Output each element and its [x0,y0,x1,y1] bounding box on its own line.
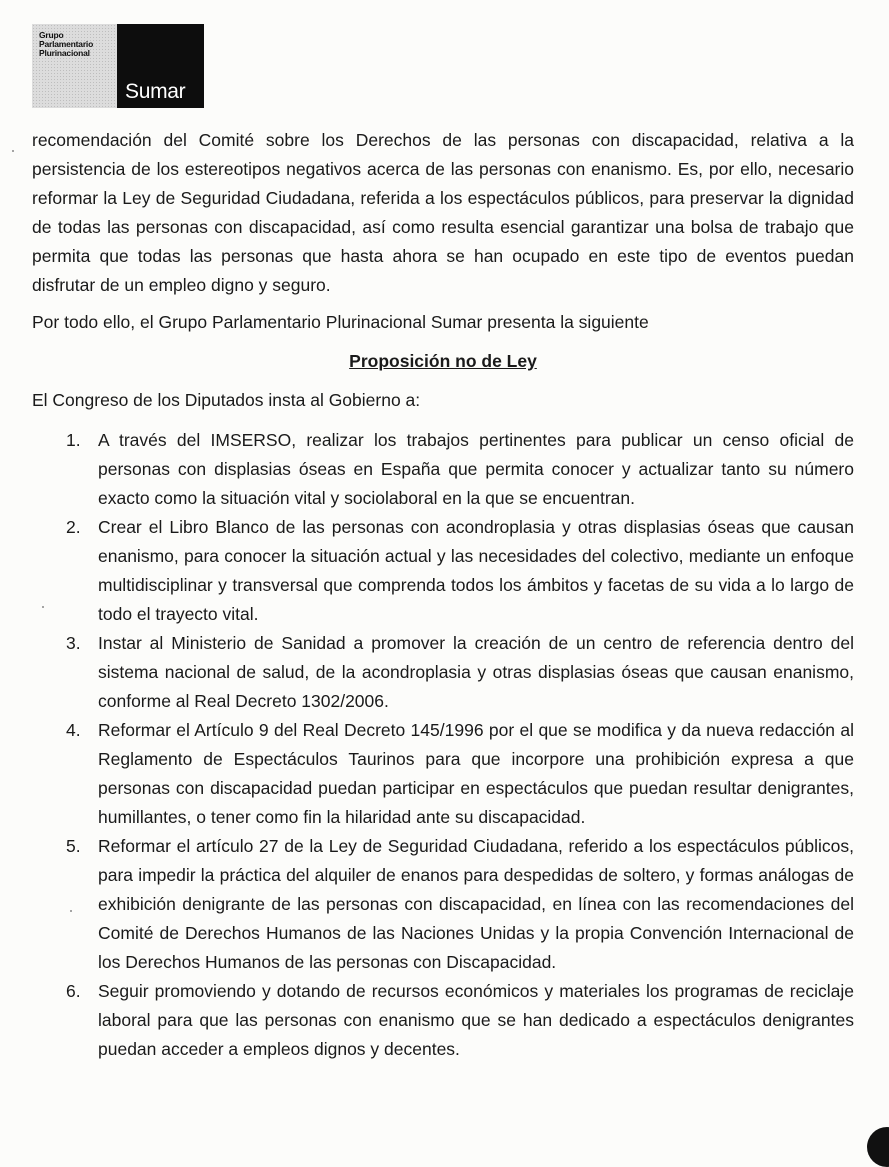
list-item [32,426,854,513]
intro-text: El Congreso de los Diputados insta al Gobierno a: [32,390,421,410]
sumar-logo [32,24,204,108]
list-item-text: A través del IMSERSO, realizar los trabajos pertinentes para publicar un censo oficial de personas con displasias óseas en España que permita conocer y actualizar tanto su número exacto como la situación vital y sociolaboral en la que se encuentran. [98,430,854,508]
list-item-number: 6. [66,981,81,1001]
logo-brand-panel [117,24,204,108]
list-item [32,716,854,832]
list-item-number: 5. [66,836,81,856]
list-item-number: 1. [66,430,81,450]
scan-speck [42,606,44,608]
paragraph-recommendation: recomendación del Comité sobre los Derechos de las personas con discapacidad, relativa a la persistencia de los estereotipos negativos acerca de las personas con enanismo. Es, por ello, necesario reformar la Ley de Seguridad Ciudadana, referida a los espectáculos públicos, para preservar la dignidad de todas las personas con discapacidad, así como resulta esencial garantizar una bolsa de trabajo que permita que todas las personas que hasta ahora se han ocupado en este tipo de eventos puedan disfrutar de un empleo digno y seguro. [32,130,854,295]
logo-brand-name: Sumar [125,80,186,103]
section-heading: Proposición no de Ley [349,351,537,371]
list-item [32,977,854,1064]
list-item [32,629,854,716]
list-item-number: 3. [66,633,81,653]
logo-line-3: Plurinacional [39,48,90,58]
list-item-text: Reformar el artículo 27 de la Ley de Seguridad Ciudadana, referido a los espectáculos públicos, para impedir la práctica del alquiler de enanos para despedidas de soltero, y formas análogas de exhibición denigrante de las personas con discapacidad, en línea con las recomendaciones del Comité de Derechos Humanos de las Naciones Unidas y la propia Convención Internacional de los Derechos Humanos de las personas con Discapacidad. [98,836,854,972]
proposal-list [32,426,854,1064]
scan-speck [12,150,14,152]
list-item [32,832,854,977]
paragraph-presentation: Por todo ello, el Grupo Parlamentario Plurinacional Sumar presenta la siguiente [32,312,649,332]
logo-line-1: Grupo [39,30,64,40]
list-item-number: 4. [66,720,81,740]
list-item [32,513,854,629]
list-item-text: Seguir promoviendo y dotando de recursos económicos y materiales los programas de reciclaje laboral para que las personas con enanismo que se han dedicado a espectáculos denigrantes puedan acceder a empleos dignos y decentes. [98,981,854,1059]
list-item-text: Instar al Ministerio de Sanidad a promover la creación de un centro de referencia dentro del sistema nacional de salud, de la acondroplasia y otras displasias óseas que causan enanismo, conforme al Real Decreto 1302/2006. [98,633,854,711]
scan-speck [70,910,72,912]
logo-line-2: Parlamentario [39,39,94,49]
logo-group-name [39,31,93,58]
list-item-text: Reformar el Artículo 9 del Real Decreto 145/1996 por el que se modifica y da nueva redacción al Reglamento de Espectáculos Taurinos para que incorpore una prohibición expresa a que personas con discapacidad puedan participar en espectáculos que puedan resultar denigrantes, humillantes, o tener como fin la hilaridad ante su discapacidad. [98,720,854,827]
logo-group-panel [32,24,117,108]
list-item-text: Crear el Libro Blanco de las personas con acondroplasia y otras displasias óseas que causan enanismo, para conocer la situación actual y las necesidades del colectivo, mediante un enfoque multidisciplinar y transversal que comprenda todos los ámbitos y facetas de su vida a lo largo de todo el trayecto vital. [98,517,854,624]
page-corner-mark [867,1127,889,1167]
document-body [32,126,854,1064]
list-item-number: 2. [66,517,81,537]
